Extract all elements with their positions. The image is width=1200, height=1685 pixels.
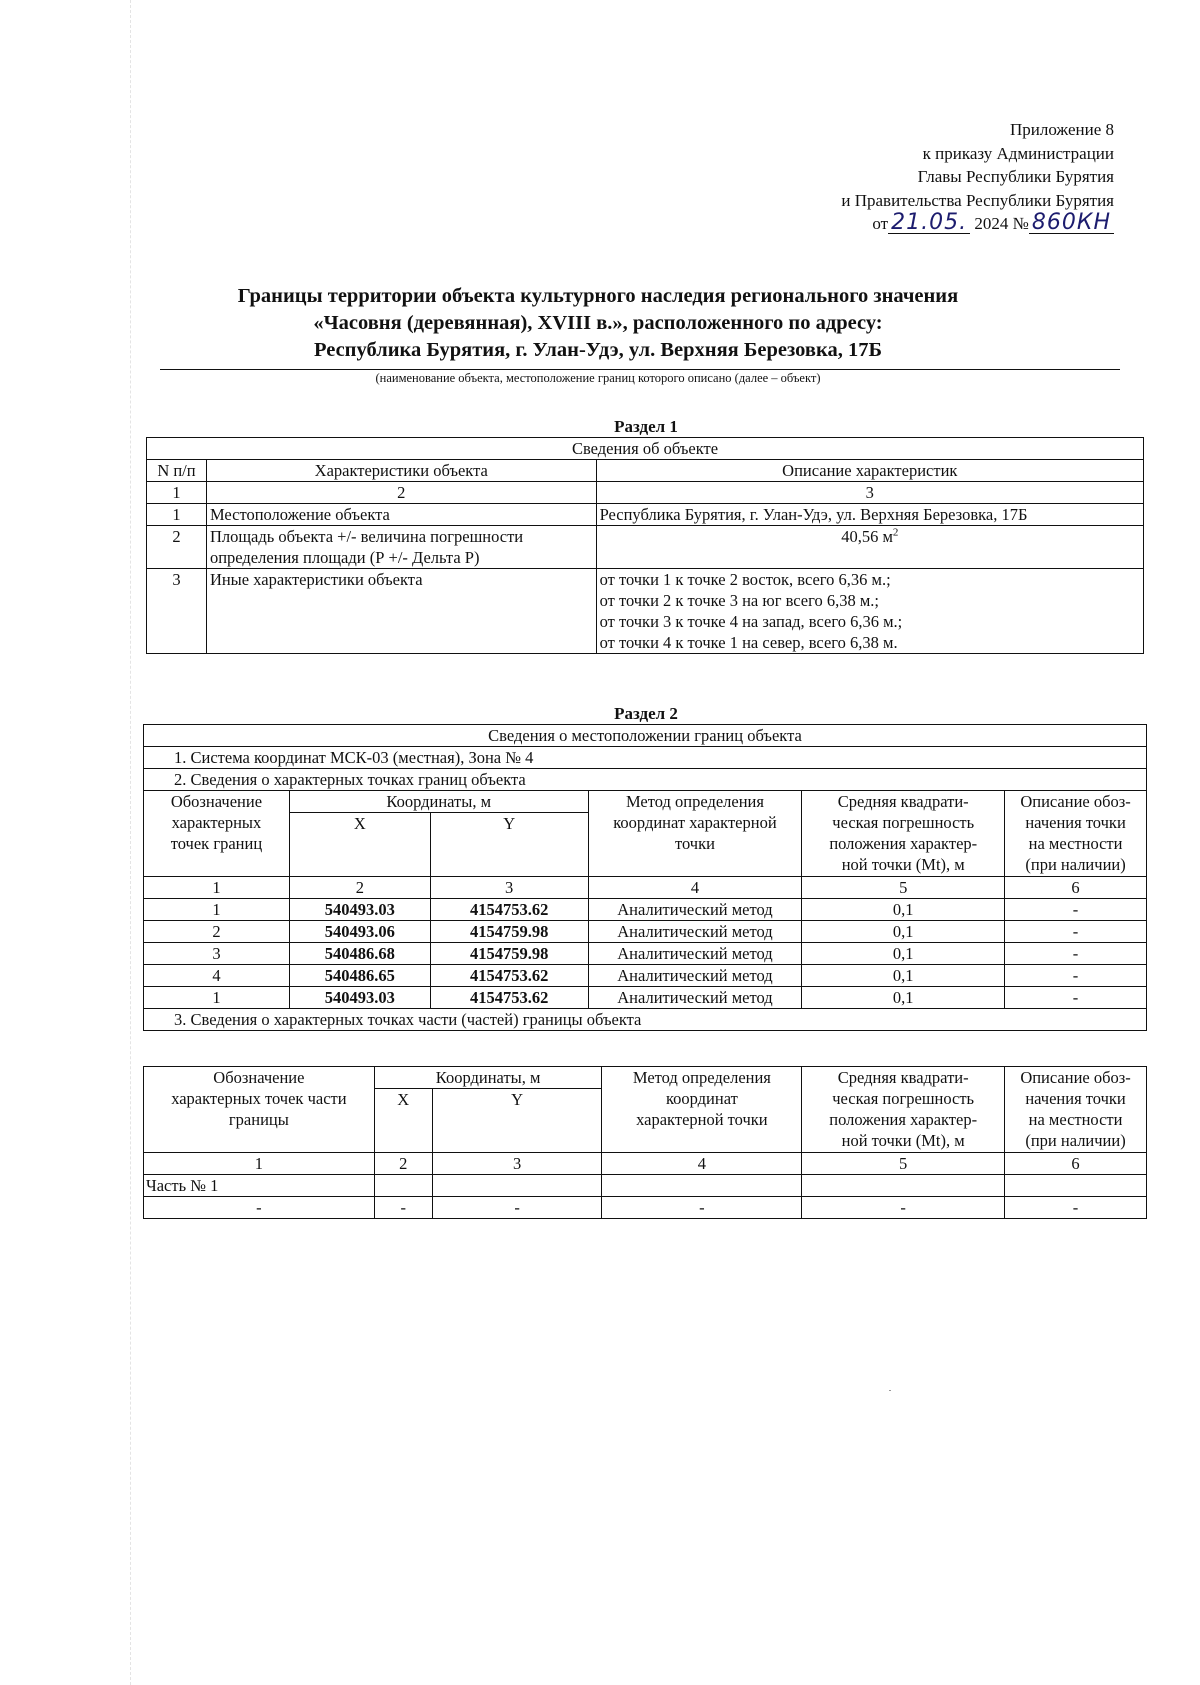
coordinate-system: 1. Система координат МСК-03 (местная), Зона № 4: [144, 747, 1147, 769]
area-unit-exponent: 2: [892, 526, 899, 539]
point-y: 4154759.98: [430, 943, 588, 965]
boundary-segment: от точки 1 к точке 2 восток, всего 6,36 м.;: [599, 570, 891, 589]
column-number: 1: [144, 1153, 375, 1175]
location-table-title: Сведения о местоположении границ объекта: [144, 725, 1147, 747]
point-method: Аналитический метод: [588, 899, 802, 921]
column-number: 5: [802, 1153, 1005, 1175]
header-text-line: Описание обоз-: [1020, 792, 1131, 811]
header-part-x: X: [374, 1089, 432, 1153]
point-method: Аналитический метод: [588, 921, 802, 943]
header-text-line: Описание обоз-: [1020, 1068, 1131, 1087]
point-x: 540493.06: [289, 921, 430, 943]
header-y: Y: [430, 813, 588, 877]
row-number: 2: [147, 526, 207, 569]
boundary-points-table: [143, 724, 1147, 1031]
point-x: 540486.68: [289, 943, 430, 965]
column-number: 1: [147, 482, 207, 504]
header-part-designation: [144, 1067, 375, 1153]
point-mt: 0,1: [802, 987, 1005, 1009]
header-text-line: координат характерной: [613, 813, 777, 832]
column-number: 6: [1005, 1153, 1147, 1175]
section-2-title: Раздел 2: [614, 704, 678, 723]
point-y: 4154753.62: [430, 987, 588, 1009]
header-point-description: [1005, 791, 1147, 877]
location-value: Республика Бурятия, г. Улан-Удэ, ул. Верхняя Березовка, 17Б: [596, 504, 1143, 526]
handwritten-date: 21.05.: [888, 213, 970, 234]
header-text-line: (при наличии): [1025, 1131, 1126, 1150]
boundary-description: [596, 569, 1143, 654]
point-x: 540493.03: [289, 899, 430, 921]
title-line-2: «Часовня (деревянная), XVIII в.», расположенного по адресу:: [313, 312, 883, 334]
header-text-line: начения точки: [1025, 813, 1126, 832]
area-label: [206, 526, 596, 569]
part-label: Часть № 1: [144, 1175, 375, 1197]
table-row: [147, 569, 1144, 654]
header-error: [802, 791, 1005, 877]
table-row: [144, 943, 1147, 965]
point-id: 3: [144, 943, 290, 965]
header-text-line: характерных: [171, 813, 262, 832]
header-text-line: ческая погрешность: [832, 1089, 975, 1108]
boundary-segment: от точки 3 к точке 4 на запад, всего 6,36 м.;: [599, 612, 903, 631]
appendix-header: [841, 118, 1114, 236]
row-number: 1: [147, 504, 207, 526]
column-number: 2: [206, 482, 596, 504]
part-cell: -: [802, 1197, 1005, 1219]
point-method: Аналитический метод: [588, 943, 802, 965]
boundary-segment: от точки 4 к точке 1 на север, всего 6,38 м.: [599, 633, 898, 652]
point-y: 4154753.62: [430, 965, 588, 987]
table-row: [144, 921, 1147, 943]
boundary-segment: от точки 2 к точке 3 на юг всего 6,38 м.;: [599, 591, 880, 610]
part-cell: -: [1005, 1197, 1147, 1219]
header-text-line: на местности: [1028, 834, 1123, 853]
column-number: 1: [144, 877, 290, 899]
header-coordinates: Координаты, м: [289, 791, 588, 813]
column-number: 4: [602, 1153, 802, 1175]
point-id: 4: [144, 965, 290, 987]
scan-fold-line: [130, 0, 131, 1685]
header-characteristics: Характеристики объекта: [206, 460, 596, 482]
order-year: 2024: [974, 214, 1009, 233]
object-info-table-title: Сведения об объекте: [147, 438, 1144, 460]
header-text-line: начения точки: [1025, 1089, 1126, 1108]
column-number: 6: [1005, 877, 1147, 899]
parts-section-title: 3. Сведения о характерных точках части (частей) границы объекта: [144, 1009, 1147, 1031]
administration-line: Главы Республики Бурятия: [917, 167, 1114, 186]
part-cell: -: [374, 1197, 432, 1219]
order-date-number: [841, 212, 1114, 236]
order-reference: к приказу Администрации: [922, 143, 1114, 163]
table-row: [147, 526, 1144, 569]
point-x: 540486.65: [289, 965, 430, 987]
point-method: Аналитический метод: [588, 987, 802, 1009]
column-number: 5: [802, 877, 1005, 899]
table-row: [144, 1175, 1147, 1197]
point-method: Аналитический метод: [588, 965, 802, 987]
other-characteristics-label: Иные характеристики объекта: [206, 569, 596, 654]
header-text-line: Средняя квадрати-: [837, 792, 969, 811]
point-mt: 0,1: [802, 899, 1005, 921]
date-prefix: от: [872, 214, 889, 233]
empty-cell: [1005, 1175, 1147, 1197]
empty-cell: [802, 1175, 1005, 1197]
area-label-line-2: определения площади (Р +/- Дельта Р): [209, 548, 480, 567]
column-number: 3: [430, 877, 588, 899]
object-info-table: [146, 437, 1144, 654]
header-part-coordinates: Координаты, м: [374, 1067, 602, 1089]
section-1-title: Раздел 1: [614, 417, 678, 436]
header-part-y: Y: [432, 1089, 602, 1153]
header-text-line: Обозначение: [170, 792, 263, 811]
government-line: и Правительства Республики Бурятия: [841, 190, 1114, 210]
point-description: -: [1005, 987, 1147, 1009]
column-number: 3: [432, 1153, 602, 1175]
table-row: [144, 987, 1147, 1009]
part-cell: -: [144, 1197, 375, 1219]
point-description: -: [1005, 943, 1147, 965]
point-id: 1: [144, 899, 290, 921]
point-description: -: [1005, 965, 1147, 987]
header-part-error: [802, 1067, 1005, 1153]
boundary-parts-table: [143, 1066, 1147, 1219]
point-mt: 0,1: [802, 965, 1005, 987]
point-mt: 0,1: [802, 943, 1005, 965]
header-text-line: Метод определения: [632, 1068, 771, 1087]
area-label-line-1: Площадь объекта +/- величина погрешности: [209, 527, 524, 546]
header-method: [588, 791, 802, 877]
area-value: [596, 526, 1143, 569]
table-row: [144, 899, 1147, 921]
location-label: Местоположение объекта: [206, 504, 596, 526]
header-part-method: [602, 1067, 802, 1153]
title-caption: (наименование объекта, местоположение границ которого описано (далее – объект): [375, 371, 821, 385]
header-text-line: Метод определения: [625, 792, 764, 811]
header-point-designation: [144, 791, 290, 877]
header-x: X: [289, 813, 430, 877]
empty-cell: [602, 1175, 802, 1197]
point-y: 4154753.62: [430, 899, 588, 921]
title-underline: [160, 369, 1120, 370]
appendix-number: Приложение 8: [1010, 120, 1114, 139]
header-text-line: положения характер-: [829, 834, 978, 853]
header-text-line: характерной точки: [636, 1110, 768, 1129]
header-text-line: (при наличии): [1025, 855, 1126, 874]
number-sign: №: [1012, 214, 1029, 233]
header-part-description: [1005, 1067, 1147, 1153]
part-cell: -: [432, 1197, 602, 1219]
area-number: 40,56 м: [841, 527, 893, 546]
header-number: N п/п: [147, 460, 207, 482]
header-text-line: ной точки (Mt), м: [841, 1131, 965, 1150]
table-row: [144, 965, 1147, 987]
handwritten-number: 860КН: [1029, 213, 1114, 234]
header-text-line: точки: [674, 834, 715, 853]
point-id: 2: [144, 921, 290, 943]
header-text-line: на местности: [1028, 1110, 1123, 1129]
header-text-line: ческая погрешность: [832, 813, 975, 832]
part-cell: -: [602, 1197, 802, 1219]
document-title: [150, 283, 1046, 364]
header-text-line: Средняя квадрати-: [837, 1068, 969, 1087]
header-text-line: ной точки (Mt), м: [841, 855, 965, 874]
point-mt: 0,1: [802, 921, 1005, 943]
empty-cell: [374, 1175, 432, 1197]
column-number: 2: [374, 1153, 432, 1175]
point-id: 1: [144, 987, 290, 1009]
column-number: 4: [588, 877, 802, 899]
header-text-line: характерных точек части: [171, 1089, 347, 1108]
empty-cell: [432, 1175, 602, 1197]
row-number: 3: [147, 569, 207, 654]
scan-speck: [889, 1390, 891, 1391]
column-number: 3: [596, 482, 1143, 504]
header-text-line: координат: [665, 1089, 738, 1108]
point-y: 4154759.98: [430, 921, 588, 943]
header-text-line: положения характер-: [829, 1110, 978, 1129]
point-description: -: [1005, 921, 1147, 943]
header-text-line: точек границ: [170, 834, 263, 853]
point-x: 540493.03: [289, 987, 430, 1009]
header-description: Описание характеристик: [596, 460, 1143, 482]
header-text-line: Обозначение: [213, 1068, 305, 1087]
header-text-line: границы: [228, 1110, 289, 1129]
title-line-1: Границы территории объекта культурного наследия регионального значения: [237, 285, 959, 307]
column-number: 2: [289, 877, 430, 899]
title-line-3: Республика Бурятия, г. Улан-Удэ, ул. Верхняя Березовка, 17Б: [313, 339, 883, 361]
point-description: -: [1005, 899, 1147, 921]
points-section-title: 2. Сведения о характерных точках границ объекта: [144, 769, 1147, 791]
table-row: [147, 504, 1144, 526]
table-row: [144, 1197, 1147, 1219]
